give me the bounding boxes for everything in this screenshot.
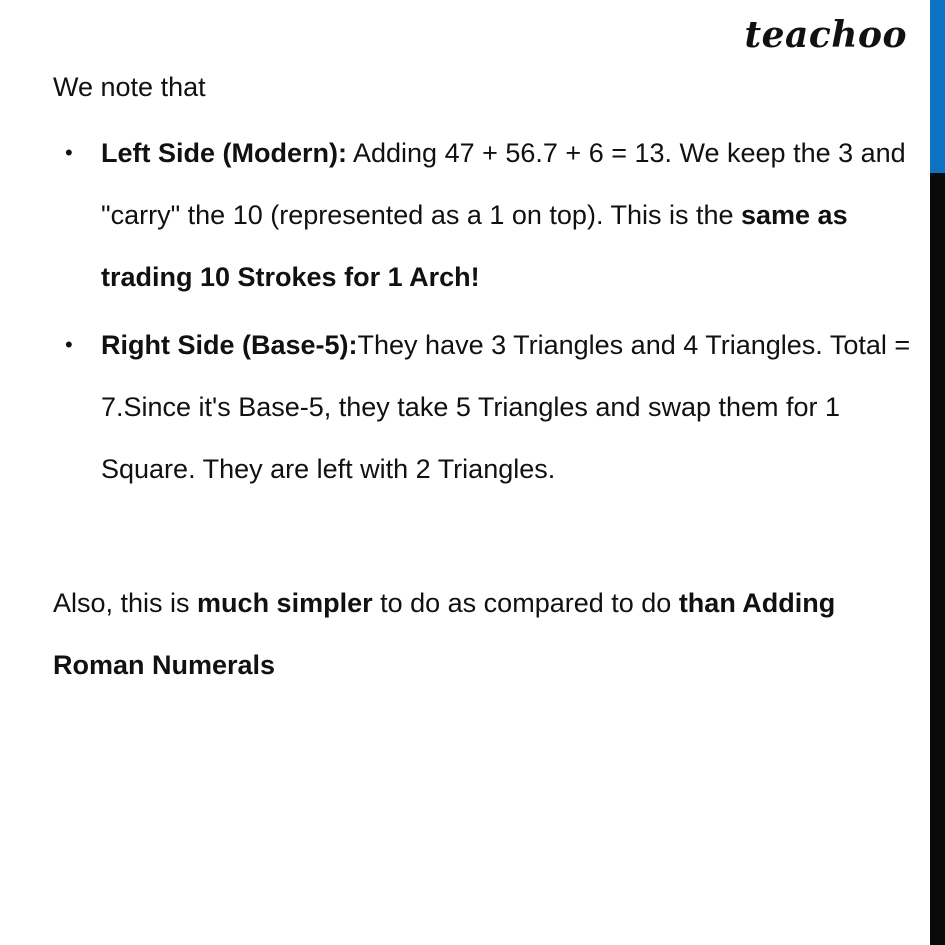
bullet-dot-icon: • (65, 332, 73, 357)
bullet-text: Adding 47 + 56.7 + 6 = 13. We keep the 3 and "carry" the 10 (represented as a 1 on top). This is the (101, 138, 906, 230)
teachoo-logo: teachoo (744, 14, 907, 56)
closing-bold-1: much simpler (197, 588, 373, 618)
side-dark-bar (930, 173, 945, 945)
closing-part-2: to do as compared to do (372, 588, 679, 618)
bullet-left-side (53, 122, 923, 308)
intro-text: We note that (53, 72, 206, 102)
closing-text (53, 572, 923, 696)
bullet-right-side (53, 314, 923, 500)
bullet-text: They have 3 Triangles and 4 Triangles. Total = 7.Since it's Base-5, they take 5 Triangles and swap them for 1 Square. They are left with 2 Triangles. (101, 330, 911, 484)
bullet-emphasis: same as trading 10 Strokes for 1 Arch! (101, 200, 848, 292)
bullet-label: Left Side (Modern): (101, 138, 347, 168)
bullet-label: Right Side (Base-5): (101, 330, 358, 360)
closing-part-1: Also, this is (53, 588, 198, 618)
closing-bold-2: than Adding Roman Numerals (53, 588, 836, 680)
side-accent-bar (930, 0, 945, 173)
bullet-dot-icon: • (65, 140, 73, 165)
slide-content (53, 56, 923, 696)
bullet-list (53, 122, 923, 500)
